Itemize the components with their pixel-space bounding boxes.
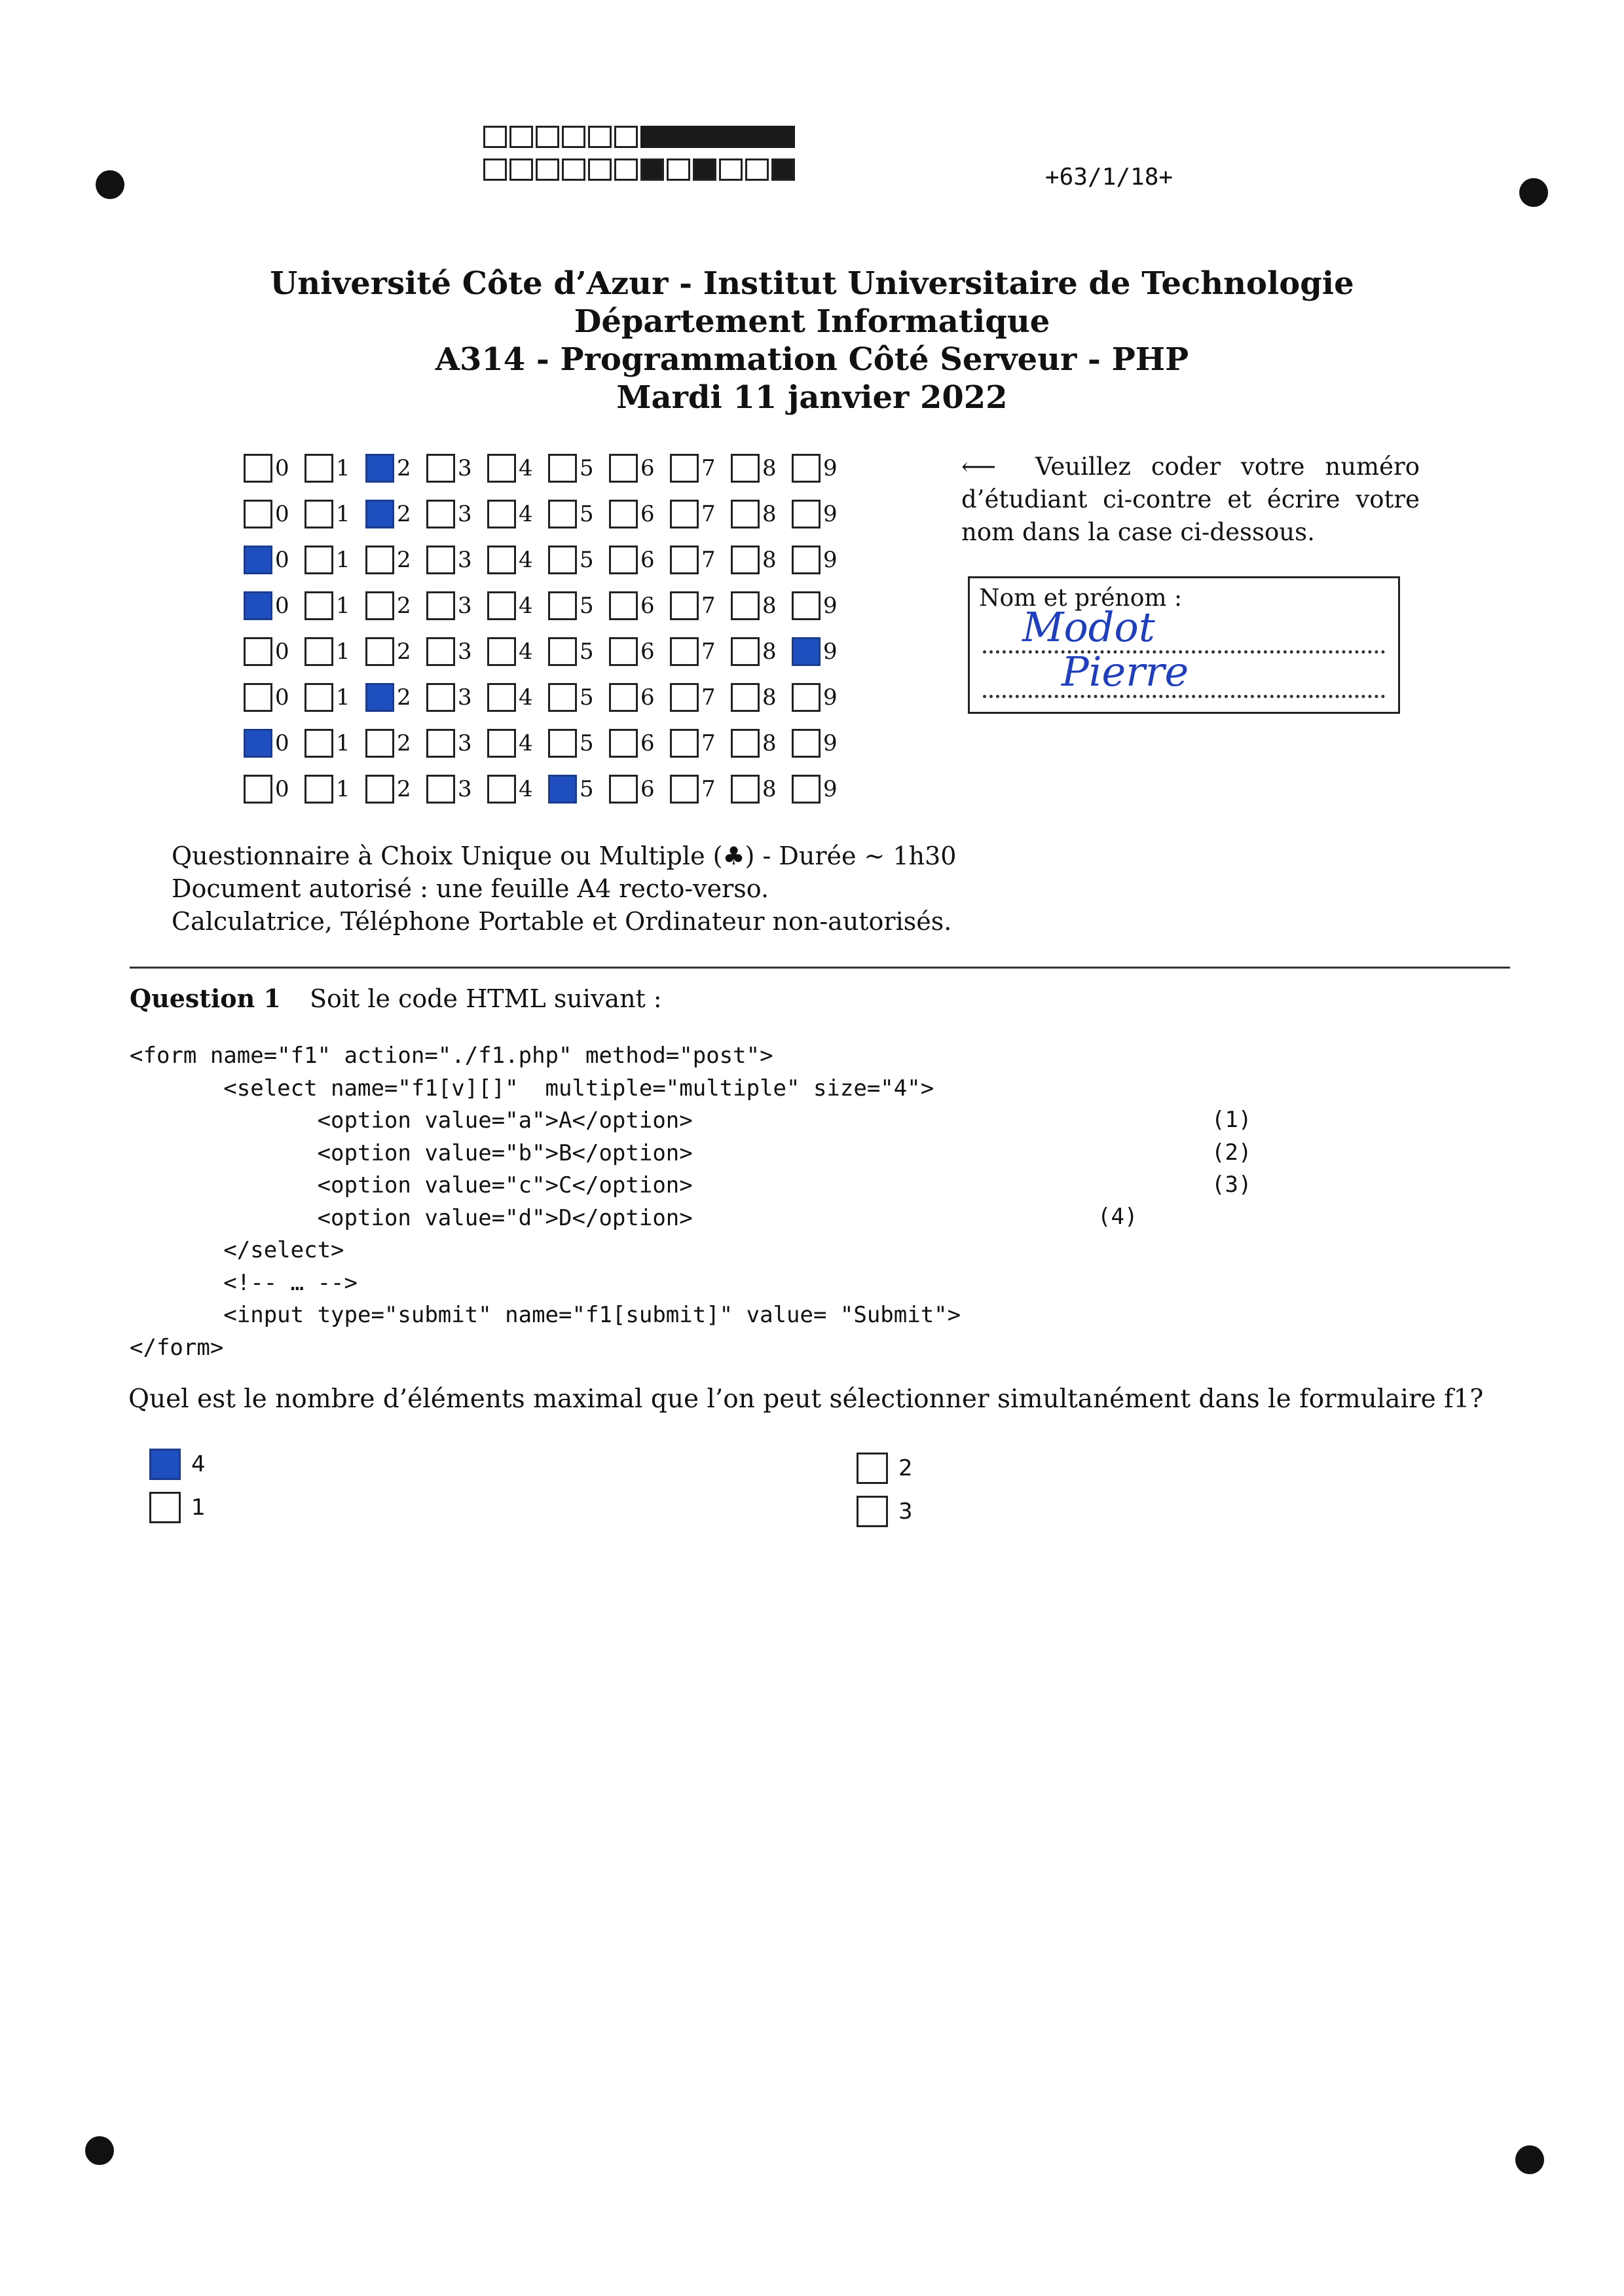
name-box[interactable] bbox=[968, 576, 1400, 714]
digit-choice[interactable] bbox=[365, 454, 426, 483]
digit-choice[interactable] bbox=[792, 591, 853, 620]
digit-choice[interactable] bbox=[548, 546, 609, 574]
digit-label: 6 bbox=[640, 684, 655, 711]
digit-label: 0 bbox=[275, 730, 289, 756]
grid-row bbox=[244, 766, 853, 812]
digit-label: 6 bbox=[640, 639, 655, 665]
digit-choice[interactable] bbox=[548, 729, 609, 758]
digit-checkbox[interactable] bbox=[426, 454, 455, 483]
digit-choice[interactable] bbox=[304, 454, 365, 483]
digit-label: 6 bbox=[640, 593, 655, 619]
registration-dot-top-right bbox=[1519, 178, 1548, 207]
digit-checkbox[interactable] bbox=[487, 591, 516, 620]
student-number-grid bbox=[244, 445, 853, 812]
digit-choice[interactable] bbox=[426, 591, 487, 620]
digit-choice[interactable] bbox=[731, 454, 792, 483]
code-marker-1: (1) bbox=[1211, 1107, 1252, 1133]
digit-choice[interactable] bbox=[792, 500, 853, 528]
digit-label: 3 bbox=[458, 501, 472, 527]
answer-checkbox[interactable] bbox=[149, 1492, 181, 1523]
registration-dot-bottom-right bbox=[1515, 2145, 1544, 2174]
digit-choice[interactable] bbox=[365, 500, 426, 528]
digit-choice[interactable] bbox=[731, 500, 792, 528]
digit-checkbox[interactable] bbox=[670, 775, 699, 804]
digit-checkbox[interactable] bbox=[731, 546, 760, 574]
digit-choice[interactable] bbox=[670, 637, 731, 666]
digit-choice[interactable] bbox=[426, 729, 487, 758]
digit-label: 5 bbox=[580, 684, 594, 711]
header-course: A314 - Programmation Côté Serveur - PHP bbox=[435, 341, 1189, 378]
digit-label: 8 bbox=[762, 776, 777, 802]
digit-label: 1 bbox=[336, 639, 350, 665]
instructions-text: Veuillez coder votre numéro d’étudiant ci-contre et écrire votre nom dans la case ci-dessous. bbox=[961, 453, 1420, 546]
digit-label: 1 bbox=[336, 684, 350, 711]
digit-label: 2 bbox=[397, 730, 411, 756]
digit-label: 6 bbox=[640, 730, 655, 756]
digit-choice[interactable] bbox=[670, 683, 731, 712]
digit-label: 7 bbox=[701, 639, 716, 665]
digit-label: 3 bbox=[458, 730, 472, 756]
digit-choice[interactable] bbox=[792, 454, 853, 483]
digit-choice[interactable] bbox=[487, 775, 548, 804]
digit-choice[interactable] bbox=[244, 591, 304, 620]
digit-checkbox[interactable] bbox=[731, 637, 760, 666]
digit-label: 5 bbox=[580, 593, 594, 619]
digit-checkbox[interactable] bbox=[548, 683, 577, 712]
digit-checkbox[interactable] bbox=[792, 500, 821, 528]
digit-choice[interactable] bbox=[609, 546, 670, 574]
digit-choice[interactable] bbox=[365, 637, 426, 666]
digit-label: 8 bbox=[762, 684, 777, 711]
digit-label: 3 bbox=[458, 776, 472, 802]
digit-label: 2 bbox=[397, 455, 411, 481]
digit-label: 7 bbox=[701, 593, 716, 619]
digit-checkbox[interactable] bbox=[731, 500, 760, 528]
digit-label: 7 bbox=[701, 547, 716, 573]
digit-label: 1 bbox=[336, 547, 350, 573]
digit-choice[interactable] bbox=[548, 500, 609, 528]
digit-checkbox[interactable] bbox=[304, 500, 333, 528]
digit-label: 1 bbox=[336, 593, 350, 619]
digit-label: 9 bbox=[823, 639, 838, 665]
digit-checkbox[interactable] bbox=[670, 637, 699, 666]
code-marker-2: (2) bbox=[1211, 1139, 1252, 1166]
digit-checkbox[interactable] bbox=[365, 729, 394, 758]
digit-label: 7 bbox=[701, 501, 716, 527]
digit-label: 8 bbox=[762, 730, 777, 756]
digit-label: 5 bbox=[580, 501, 594, 527]
digit-label: 4 bbox=[519, 501, 533, 527]
header-date: Mardi 11 janvier 2022 bbox=[616, 379, 1008, 416]
grid-row bbox=[244, 675, 853, 720]
digit-checkbox[interactable] bbox=[487, 729, 516, 758]
digit-label: 7 bbox=[701, 730, 716, 756]
digit-label: 8 bbox=[762, 639, 777, 665]
digit-choice[interactable] bbox=[244, 683, 304, 712]
info-line-3: Calculatrice, Téléphone Portable et Ordinateur non-autorisés. bbox=[172, 907, 952, 936]
digit-choice[interactable] bbox=[792, 683, 853, 712]
digit-choice[interactable] bbox=[365, 775, 426, 804]
digit-label: 0 bbox=[275, 639, 289, 665]
digit-label: 7 bbox=[701, 684, 716, 711]
digit-choice[interactable] bbox=[670, 546, 731, 574]
digit-checkbox[interactable] bbox=[365, 637, 394, 666]
digit-choice[interactable] bbox=[731, 591, 792, 620]
digit-label: 1 bbox=[336, 730, 350, 756]
digit-checkbox[interactable] bbox=[304, 775, 333, 804]
answer-option-1[interactable]: 1 bbox=[149, 1492, 206, 1523]
grid-row bbox=[244, 491, 853, 537]
digit-checkbox[interactable] bbox=[792, 591, 821, 620]
answer-checkbox[interactable] bbox=[149, 1449, 181, 1480]
digit-label: 3 bbox=[458, 639, 472, 665]
digit-checkbox[interactable] bbox=[365, 454, 394, 483]
digit-label: 6 bbox=[640, 547, 655, 573]
digit-checkbox[interactable] bbox=[244, 546, 272, 574]
digit-label: 2 bbox=[397, 501, 411, 527]
digit-label: 4 bbox=[519, 593, 533, 619]
digit-checkbox[interactable] bbox=[487, 546, 516, 574]
digit-label: 1 bbox=[336, 776, 350, 802]
grid-row bbox=[244, 537, 853, 583]
digit-checkbox[interactable] bbox=[792, 683, 821, 712]
digit-checkbox[interactable] bbox=[548, 775, 577, 804]
exam-page-id: +63/1/18+ bbox=[1045, 164, 1173, 191]
digit-choice[interactable] bbox=[792, 775, 853, 804]
digit-choice[interactable] bbox=[548, 591, 609, 620]
answer-checkbox[interactable] bbox=[857, 1496, 888, 1527]
answer-option-2[interactable]: 2 bbox=[857, 1453, 913, 1484]
digit-choice[interactable] bbox=[548, 683, 609, 712]
digit-choice[interactable] bbox=[304, 637, 365, 666]
grid-row bbox=[244, 445, 853, 491]
digit-label: 0 bbox=[275, 547, 289, 573]
digit-choice[interactable] bbox=[609, 775, 670, 804]
digit-choice[interactable] bbox=[365, 683, 426, 712]
digit-choice[interactable] bbox=[304, 775, 365, 804]
digit-choice[interactable] bbox=[731, 546, 792, 574]
question-intro: Soit le code HTML suivant : bbox=[309, 984, 662, 1013]
digit-label: 3 bbox=[458, 455, 472, 481]
digit-checkbox[interactable] bbox=[304, 546, 333, 574]
grid-row bbox=[244, 629, 853, 675]
digit-choice[interactable] bbox=[609, 683, 670, 712]
digit-checkbox[interactable] bbox=[244, 500, 272, 528]
digit-label: 9 bbox=[823, 684, 838, 711]
digit-checkbox[interactable] bbox=[731, 683, 760, 712]
answer-checkbox[interactable] bbox=[857, 1453, 888, 1484]
digit-checkbox[interactable] bbox=[670, 729, 699, 758]
digit-checkbox[interactable] bbox=[487, 683, 516, 712]
digit-checkbox[interactable] bbox=[426, 637, 455, 666]
scan-barcode-bottom bbox=[483, 158, 798, 181]
digit-choice[interactable] bbox=[731, 637, 792, 666]
digit-checkbox[interactable] bbox=[792, 729, 821, 758]
digit-choice[interactable] bbox=[487, 683, 548, 712]
digit-label: 5 bbox=[580, 730, 594, 756]
digit-label: 2 bbox=[397, 776, 411, 802]
digit-checkbox[interactable] bbox=[304, 683, 333, 712]
digit-checkbox[interactable] bbox=[670, 546, 699, 574]
digit-label: 3 bbox=[458, 547, 472, 573]
digit-checkbox[interactable] bbox=[670, 454, 699, 483]
digit-choice[interactable] bbox=[670, 500, 731, 528]
code-marker-3: (3) bbox=[1211, 1172, 1252, 1198]
digit-choice[interactable] bbox=[426, 454, 487, 483]
registration-dot-top-left bbox=[96, 170, 124, 199]
digit-choice[interactable] bbox=[426, 500, 487, 528]
digit-checkbox[interactable] bbox=[244, 454, 272, 483]
digit-checkbox[interactable] bbox=[731, 729, 760, 758]
code-marker-4: (4) bbox=[1098, 1204, 1138, 1230]
info-line-2: Document autorisé : une feuille A4 recto-verso. bbox=[172, 874, 769, 903]
digit-checkbox[interactable] bbox=[365, 546, 394, 574]
digit-label: 5 bbox=[580, 639, 594, 665]
digit-label: 9 bbox=[823, 501, 838, 527]
digit-label: 0 bbox=[275, 684, 289, 711]
digit-label: 0 bbox=[275, 593, 289, 619]
digit-checkbox[interactable] bbox=[792, 454, 821, 483]
digit-label: 5 bbox=[580, 776, 594, 802]
digit-choice[interactable] bbox=[365, 546, 426, 574]
digit-choice[interactable] bbox=[426, 775, 487, 804]
registration-dot-bottom-left bbox=[85, 2136, 114, 2165]
digit-label: 6 bbox=[640, 776, 655, 802]
digit-label: 5 bbox=[580, 455, 594, 481]
digit-checkbox[interactable] bbox=[670, 683, 699, 712]
digit-checkbox[interactable] bbox=[609, 454, 638, 483]
digit-label: 8 bbox=[762, 593, 777, 619]
digit-choice[interactable] bbox=[426, 637, 487, 666]
digit-checkbox[interactable] bbox=[426, 729, 455, 758]
digit-checkbox[interactable] bbox=[304, 729, 333, 758]
digit-checkbox[interactable] bbox=[731, 454, 760, 483]
digit-choice[interactable] bbox=[487, 500, 548, 528]
digit-choice[interactable] bbox=[244, 637, 304, 666]
digit-checkbox[interactable] bbox=[609, 546, 638, 574]
digit-checkbox[interactable] bbox=[426, 500, 455, 528]
digit-choice[interactable] bbox=[609, 454, 670, 483]
digit-checkbox[interactable] bbox=[487, 637, 516, 666]
digit-choice[interactable] bbox=[365, 729, 426, 758]
digit-choice[interactable] bbox=[487, 637, 548, 666]
digit-checkbox[interactable] bbox=[426, 546, 455, 574]
digit-label: 2 bbox=[397, 593, 411, 619]
question-label: Question 1 bbox=[130, 984, 281, 1013]
digit-checkbox[interactable] bbox=[792, 546, 821, 574]
digit-label: 0 bbox=[275, 455, 289, 481]
digit-label: 7 bbox=[701, 455, 716, 481]
digit-choice[interactable] bbox=[670, 775, 731, 804]
digit-checkbox[interactable] bbox=[487, 454, 516, 483]
digit-checkbox[interactable] bbox=[244, 683, 272, 712]
digit-checkbox[interactable] bbox=[548, 500, 577, 528]
digit-label: 8 bbox=[762, 455, 777, 481]
digit-choice[interactable] bbox=[609, 729, 670, 758]
html-code-block: <form name="f1" action="./f1.php" method="post"> <select name="f1[v][]" multiple="multiple" size="4"> <option value="a">A</option> <option value="b">B</option> <option value="c">C</option> <option value="d">D</option> </select> <!-- … --> <input type="submit" name="f1[submit]" value= "Submit"> </form> bbox=[130, 1043, 961, 1361]
digit-label: 6 bbox=[640, 501, 655, 527]
digit-label: 7 bbox=[701, 776, 716, 802]
digit-checkbox[interactable] bbox=[731, 775, 760, 804]
digit-checkbox[interactable] bbox=[609, 500, 638, 528]
digit-choice[interactable] bbox=[731, 683, 792, 712]
handwritten-first-name: Pierre bbox=[1061, 648, 1189, 695]
digit-label: 5 bbox=[580, 547, 594, 573]
digit-checkbox[interactable] bbox=[365, 591, 394, 620]
digit-choice[interactable] bbox=[548, 775, 609, 804]
digit-choice[interactable] bbox=[304, 683, 365, 712]
digit-checkbox[interactable] bbox=[304, 637, 333, 666]
digit-choice[interactable] bbox=[304, 546, 365, 574]
digit-choice[interactable] bbox=[670, 729, 731, 758]
digit-checkbox[interactable] bbox=[487, 775, 516, 804]
digit-label: 1 bbox=[336, 455, 350, 481]
digit-choice[interactable] bbox=[244, 546, 304, 574]
exam-info bbox=[172, 840, 956, 938]
digit-checkbox[interactable] bbox=[670, 500, 699, 528]
left-arrow-icon: ⟵ bbox=[961, 453, 997, 481]
digit-choice[interactable] bbox=[731, 775, 792, 804]
answer-option-4[interactable]: 4 bbox=[149, 1449, 206, 1480]
digit-choice[interactable] bbox=[670, 454, 731, 483]
separator-line bbox=[130, 967, 1510, 969]
digit-label: 9 bbox=[823, 730, 838, 756]
digit-label: 9 bbox=[823, 455, 838, 481]
digit-checkbox[interactable] bbox=[609, 637, 638, 666]
digit-checkbox[interactable] bbox=[609, 775, 638, 804]
digit-checkbox[interactable] bbox=[244, 591, 272, 620]
digit-choice[interactable] bbox=[792, 729, 853, 758]
digit-choice[interactable] bbox=[792, 637, 853, 666]
digit-choice[interactable] bbox=[304, 591, 365, 620]
digit-choice[interactable] bbox=[548, 454, 609, 483]
digit-choice[interactable] bbox=[487, 454, 548, 483]
digit-choice[interactable] bbox=[670, 591, 731, 620]
digit-label: 0 bbox=[275, 776, 289, 802]
digit-label: 4 bbox=[519, 776, 533, 802]
digit-checkbox[interactable] bbox=[304, 591, 333, 620]
question-heading bbox=[130, 984, 662, 1013]
digit-choice[interactable] bbox=[304, 500, 365, 528]
digit-label: 4 bbox=[519, 639, 533, 665]
digit-choice[interactable] bbox=[426, 546, 487, 574]
digit-choice[interactable] bbox=[548, 637, 609, 666]
digit-label: 0 bbox=[275, 501, 289, 527]
digit-label: 4 bbox=[519, 730, 533, 756]
name-box-label: Nom et prénom : bbox=[979, 585, 1183, 612]
digit-label: 2 bbox=[397, 547, 411, 573]
digit-checkbox[interactable] bbox=[548, 591, 577, 620]
digit-label: 1 bbox=[336, 501, 350, 527]
digit-checkbox[interactable] bbox=[244, 637, 272, 666]
digit-checkbox[interactable] bbox=[487, 500, 516, 528]
digit-checkbox[interactable] bbox=[548, 729, 577, 758]
digit-choice[interactable] bbox=[487, 729, 548, 758]
scan-barcode-top bbox=[483, 126, 795, 148]
digit-choice[interactable] bbox=[426, 683, 487, 712]
digit-label: 2 bbox=[397, 639, 411, 665]
digit-choice[interactable] bbox=[609, 591, 670, 620]
digit-checkbox[interactable] bbox=[609, 683, 638, 712]
digit-choice[interactable] bbox=[365, 591, 426, 620]
digit-choice[interactable] bbox=[609, 637, 670, 666]
digit-choice[interactable] bbox=[244, 775, 304, 804]
digit-choice[interactable] bbox=[244, 454, 304, 483]
digit-checkbox[interactable] bbox=[548, 637, 577, 666]
digit-label: 8 bbox=[762, 501, 777, 527]
digit-choice[interactable] bbox=[792, 546, 853, 574]
handwritten-last-name: Modot bbox=[1022, 603, 1155, 651]
digit-checkbox[interactable] bbox=[426, 683, 455, 712]
digit-checkbox[interactable] bbox=[609, 729, 638, 758]
digit-checkbox[interactable] bbox=[365, 683, 394, 712]
question-prompt: Quel est le nombre d’éléments maximal que l’on peut sélectionner simultanément dans le formulaire f1? bbox=[128, 1384, 1484, 1414]
grid-row bbox=[244, 720, 853, 766]
digit-checkbox[interactable] bbox=[365, 500, 394, 528]
digit-checkbox[interactable] bbox=[365, 775, 394, 804]
digit-checkbox[interactable] bbox=[548, 546, 577, 574]
digit-label: 4 bbox=[519, 684, 533, 711]
header-department: Département Informatique bbox=[574, 303, 1050, 340]
digit-choice[interactable] bbox=[244, 729, 304, 758]
digit-label: 6 bbox=[640, 455, 655, 481]
header-university: Université Côte d’Azur - Institut Universitaire de Technologie bbox=[270, 265, 1354, 302]
digit-checkbox[interactable] bbox=[548, 454, 577, 483]
answer-option-3[interactable]: 3 bbox=[857, 1496, 913, 1527]
grid-row bbox=[244, 583, 853, 629]
digit-checkbox[interactable] bbox=[792, 775, 821, 804]
digit-label: 8 bbox=[762, 547, 777, 573]
digit-choice[interactable] bbox=[609, 500, 670, 528]
digit-choice[interactable] bbox=[304, 729, 365, 758]
digit-checkbox[interactable] bbox=[244, 775, 272, 804]
digit-choice[interactable] bbox=[487, 546, 548, 574]
instructions bbox=[961, 451, 1420, 549]
digit-choice[interactable] bbox=[731, 729, 792, 758]
digit-checkbox[interactable] bbox=[670, 591, 699, 620]
info-line-1: Questionnaire à Choix Unique ou Multiple (♣) - Durée ∼ 1h30 bbox=[172, 842, 957, 870]
digit-label: 9 bbox=[823, 776, 838, 802]
digit-label: 3 bbox=[458, 684, 472, 711]
digit-label: 3 bbox=[458, 593, 472, 619]
digit-checkbox[interactable] bbox=[792, 637, 821, 666]
digit-checkbox[interactable] bbox=[244, 729, 272, 758]
digit-checkbox[interactable] bbox=[304, 454, 333, 483]
digit-label: 9 bbox=[823, 547, 838, 573]
digit-checkbox[interactable] bbox=[426, 591, 455, 620]
digit-choice[interactable] bbox=[487, 591, 548, 620]
digit-checkbox[interactable] bbox=[426, 775, 455, 804]
exam-header bbox=[0, 265, 1624, 417]
digit-choice[interactable] bbox=[244, 500, 304, 528]
digit-label: 4 bbox=[519, 455, 533, 481]
digit-checkbox[interactable] bbox=[609, 591, 638, 620]
digit-label: 9 bbox=[823, 593, 838, 619]
digit-checkbox[interactable] bbox=[731, 591, 760, 620]
digit-label: 4 bbox=[519, 547, 533, 573]
digit-label: 2 bbox=[397, 684, 411, 711]
